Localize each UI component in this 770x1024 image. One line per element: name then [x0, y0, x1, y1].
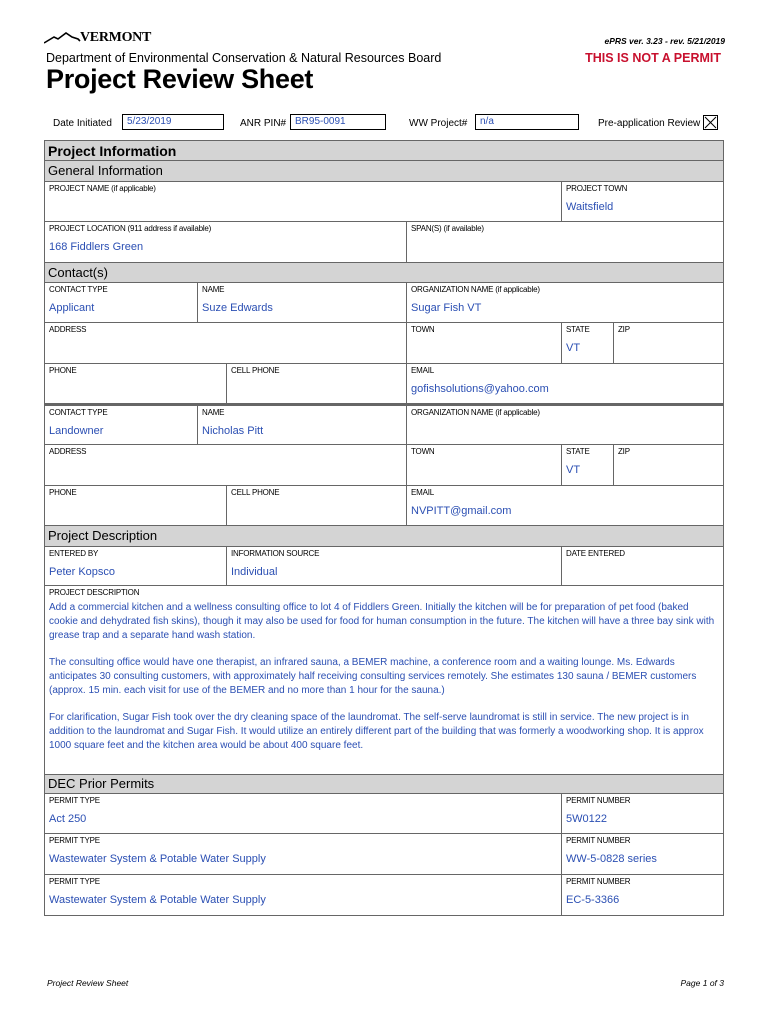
- page-title: Project Review Sheet: [46, 64, 314, 94]
- permit-2-type-field[interactable]: PERMIT TYPE Wastewater System & Potable Water Supply: [45, 834, 562, 874]
- project-description-field[interactable]: PROJECT DESCRIPTION Add a commercial kitchen and a wellness consulting office to lot 4 of Fiddlers Green. Initially the kitchen will be for preparation of pet food (baked cookie and dehydrated fish skins), though it may also be used for food for human consumption in the future. The kitchen will have a three bay sink with grease trap and a separate hand wash station. The consulting office would have one therapist, an infrared sauna, a BEMER machine, a conference room and a waiting lounge. Ms. Edwards anticipates 30 consulting customers, with approximately half receiving consulting services remotely. She estimates 130 sauna / BEMER customers (approx. 15 min. each visit for use of the BEMER and no more than 1 hour for the sauna.) For clarification, Sugar Fish took over the dry cleaning space of the laundromat. The self-serve laundromat is still in service. The new project is in addition to the laundromat and Sugar Fish. It would utilize an entirely different part of the building that was formerly a woodworking shop. It is approx 1000 square feet and the kitchen area would be about 400 square feet.: [45, 586, 723, 774]
- project-town-field[interactable]: PROJECT TOWN Waitsfield: [566, 184, 628, 213]
- subsection-project-description: Project Description: [44, 526, 724, 546]
- subsection-general-information: General Information: [44, 161, 724, 181]
- permit-row-2: [44, 834, 724, 875]
- permit-2-number-field[interactable]: PERMIT NUMBER WW-5-0828 series: [566, 836, 657, 865]
- contact-2-phone-field[interactable]: PHONE: [45, 486, 227, 525]
- contact-1-name-field[interactable]: NAME Suze Edwards: [198, 283, 407, 322]
- contact-1-email-field[interactable]: EMAIL gofishsolutions@yahoo.com: [411, 366, 549, 395]
- permit-3-type-field[interactable]: PERMIT TYPE Wastewater System & Potable Water Supply: [45, 875, 562, 915]
- contact-1-type-field[interactable]: CONTACT TYPE Applicant: [45, 283, 198, 322]
- contact-1-org-field[interactable]: ORGANIZATION NAME (if applicable) Sugar Fish VT: [411, 285, 540, 314]
- contact-2-address-field[interactable]: ADDRESS: [45, 445, 407, 485]
- contact-1-row-1: [44, 282, 724, 323]
- contact-2-email-field[interactable]: EMAIL NVPITT@gmail.com: [411, 488, 512, 517]
- ww-project-field[interactable]: n/a: [475, 114, 579, 130]
- footer-page-number: Page 1 of 3: [680, 978, 724, 988]
- permit-3-number-field[interactable]: PERMIT NUMBER EC-5-3366: [566, 877, 631, 906]
- permit-1-number-field[interactable]: PERMIT NUMBER 5W0122: [566, 796, 631, 825]
- description-paragraph-2: The consulting office would have one therapist, an infrared sauna, a BEMER machine, a conference room and a waiting lounge. Ms. Edwards anticipates 30 consulting customers, with approximately half receiving consulting services remotely. She estimates 130 sauna / BEMER customers (approx. 15 min. each visit for use of the BEMER and no more than 1 hour for the sauna.): [49, 657, 697, 696]
- not-permit-notice: THIS IS NOT A PERMIT: [585, 51, 721, 65]
- entered-by-field[interactable]: ENTERED BY Peter Kopsco: [45, 547, 227, 585]
- contact-1-row-3: [44, 364, 724, 404]
- contact-2-org-field[interactable]: ORGANIZATION NAME (if applicable): [411, 408, 540, 417]
- information-source-field[interactable]: INFORMATION SOURCE Individual: [227, 547, 562, 585]
- description-paragraph-3: For clarification, Sugar Fish took over the dry cleaning space of the laundromat. The self-serve laundromat is still in service. The new project is in addition to the laundromat and Sugar Fish. It would utilize an entirely different part of the building that was formerly a woodworking shop. It is approx 1000 square feet and the kitchen area would be about 400 square feet.: [49, 712, 704, 751]
- contact-1-cell-field[interactable]: CELL PHONE: [227, 364, 407, 403]
- contact-1-town-field[interactable]: TOWN: [407, 323, 562, 363]
- permit-row-3: [44, 875, 724, 916]
- project-review-form: [44, 140, 724, 916]
- contact-2-row-1: [44, 404, 724, 445]
- subsection-contacts: Contact(s): [44, 263, 724, 282]
- contact-2-state-field[interactable]: STATE VT: [562, 445, 614, 485]
- contact-2-name-field[interactable]: NAME Nicholas Pitt: [198, 406, 407, 444]
- section-project-information: Project Information: [44, 140, 724, 161]
- logo-text: VERMONT: [80, 30, 152, 45]
- anr-pin-field[interactable]: BR95-0091: [290, 114, 386, 130]
- general-row-1: [44, 181, 724, 222]
- subsection-dec-prior-permits: DEC Prior Permits: [44, 775, 724, 793]
- contact-2-town-field[interactable]: TOWN: [407, 445, 562, 485]
- contact-1-state-field[interactable]: STATE VT: [562, 323, 614, 363]
- description-paragraph-1: Add a commercial kitchen and a wellness consulting office to lot 4 of Fiddlers Green. Initially the kitchen will be for preparation of pet food (baked cookie and dehydrated fish skins), though it may also be used for food for human consumption in the future. The kitchen will have a three bay sink with grease trap and a separate hand wash station.: [49, 602, 715, 641]
- contact-1-zip-field[interactable]: ZIP: [618, 325, 630, 334]
- preapp-review-label: Pre-application Review: [598, 118, 701, 129]
- contact-2-cell-field[interactable]: CELL PHONE: [227, 486, 407, 525]
- department-name: Department of Environmental Conservation & Natural Resources Board: [46, 51, 442, 65]
- footer-document-name: Project Review Sheet: [47, 978, 129, 988]
- span-field[interactable]: SPAN(S) (if available): [411, 224, 484, 233]
- description-row-1: [44, 546, 724, 586]
- checkmark-x-icon: [704, 116, 717, 129]
- contact-2-zip-field[interactable]: ZIP: [618, 447, 630, 456]
- date-initiated-field[interactable]: 5/23/2019: [122, 114, 224, 130]
- contact-2-row-2: [44, 445, 724, 486]
- date-initiated-label: Date Initiated: [53, 118, 112, 129]
- contact-2-type-field[interactable]: CONTACT TYPE Landowner: [45, 406, 198, 444]
- date-entered-field[interactable]: DATE ENTERED: [566, 549, 625, 558]
- contact-1-address-field[interactable]: ADDRESS: [45, 323, 407, 363]
- contact-1-row-2: [44, 323, 724, 364]
- anr-pin-label: ANR PIN#: [240, 118, 287, 129]
- permit-row-1: [44, 793, 724, 834]
- version-text: ePRS ver. 3.23 - rev. 5/21/2019: [604, 36, 725, 46]
- description-row-2: [44, 586, 724, 775]
- contact-1-phone-field[interactable]: PHONE: [45, 364, 227, 403]
- project-location-field[interactable]: PROJECT LOCATION (911 address if available) 168 Fiddlers Green: [45, 222, 407, 262]
- ww-project-label: WW Project#: [409, 118, 468, 129]
- permit-1-type-field[interactable]: PERMIT TYPE Act 250: [45, 794, 562, 833]
- general-row-2: [44, 222, 724, 263]
- project-name-field[interactable]: PROJECT NAME (if applicable): [45, 182, 562, 221]
- contact-2-row-3: [44, 486, 724, 526]
- preapp-review-checkbox[interactable]: [703, 115, 718, 130]
